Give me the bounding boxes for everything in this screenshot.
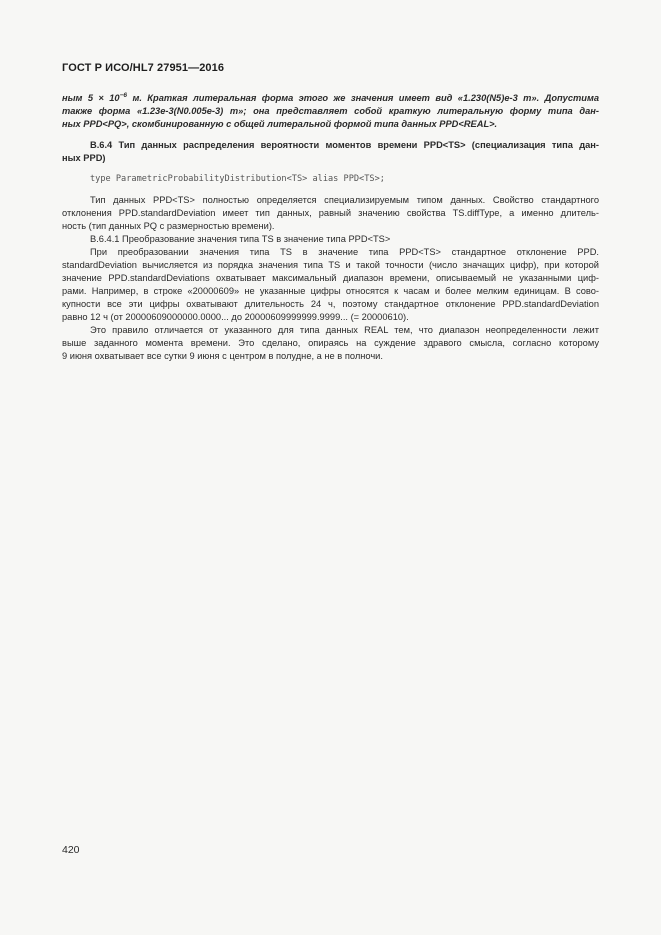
paragraph-line: Тип данных PPD<TS> полностью определяется специализируемым типом данных. Свойство стандартного (90, 195, 599, 205)
heading-line: В.6.4 Тип данных распределения вероятности моментов времени PPD<TS> (специализация типа дан- (90, 140, 599, 150)
paragraph (62, 194, 599, 233)
code-block: type ParametricProbabilityDistribution<TS> alias PPD<TS>; (90, 174, 385, 184)
intro-line (62, 92, 599, 105)
intro-line: ных PPD<PQ>, скомбинированную с общей литеральной формой типа данных PPD<REAL>. (62, 119, 498, 129)
paragraph-line: отклонения PPD.standardDeviation имеет тип данных, равный значению свойства TS.diffType, а именно длитель- (62, 208, 599, 218)
exponent: −6 (119, 92, 128, 99)
paragraph-line: При преобразовании значения типа TS в значение типа PPD<TS> стандартное отклонение PPD. (90, 247, 599, 257)
paragraph-line: Это правило отличается от указанного для типа данных REAL тем, что диапазон неопределенности лежит (90, 325, 599, 335)
intro-text: м. Краткая литеральная форма этого же значения имеет вид «1.230(N5)e-3 m». Допустима (127, 93, 600, 103)
paragraph (62, 246, 599, 324)
section-heading (62, 139, 599, 165)
page-number: 420 (62, 844, 80, 856)
paragraph-line: рами. Например, в строке «20000609» не указанные цифры относятся к часам и более мелким единицам. В сово- (62, 286, 599, 296)
paragraph (62, 324, 599, 363)
page-content (62, 92, 599, 363)
paragraph-line: ность (тип данных PQ с размерностью времени). (62, 221, 275, 231)
intro-text: ным 5 × 10 (62, 93, 120, 103)
paragraph-line: 9 июня охватывает все сутки 9 июня с центром в полудне, а не в полночи. (62, 351, 383, 361)
paragraph-line: выше заданного момента времени. Это сделано, опираясь на суждение здравого смысла, согласно которому (62, 338, 599, 348)
paragraph-line: равно 12 ч (от 20000609000000.0000... до 20000609999999.9999... (= 20000610). (62, 312, 409, 322)
heading-line: ных PPD) (62, 153, 106, 163)
subsection-heading: В.6.4.1 Преобразование значения типа TS в значение типа PPD<TS> (90, 234, 391, 244)
paragraph-line: значение PPD.standardDeviations охватывает максимальный диапазон времени, описываемый не указанными циф- (62, 273, 599, 283)
intro-paragraph (62, 92, 599, 131)
intro-line: также форма «1.23e-3(N0.005e-3) m»; она представляет собой краткую литеральную форму типа дан- (62, 106, 599, 116)
paragraph-line: купности все эти цифры охватывают длительность 24 ч, поэтому стандартное отклонение PPD.standardDeviation (62, 299, 599, 309)
paragraph-line: standardDeviation вычисляется из порядка значения типа TS и такой точности (число значащих цифр), при которой (62, 260, 599, 270)
document-header: ГОСТ Р ИСО/HL7 27951—2016 (62, 62, 225, 74)
